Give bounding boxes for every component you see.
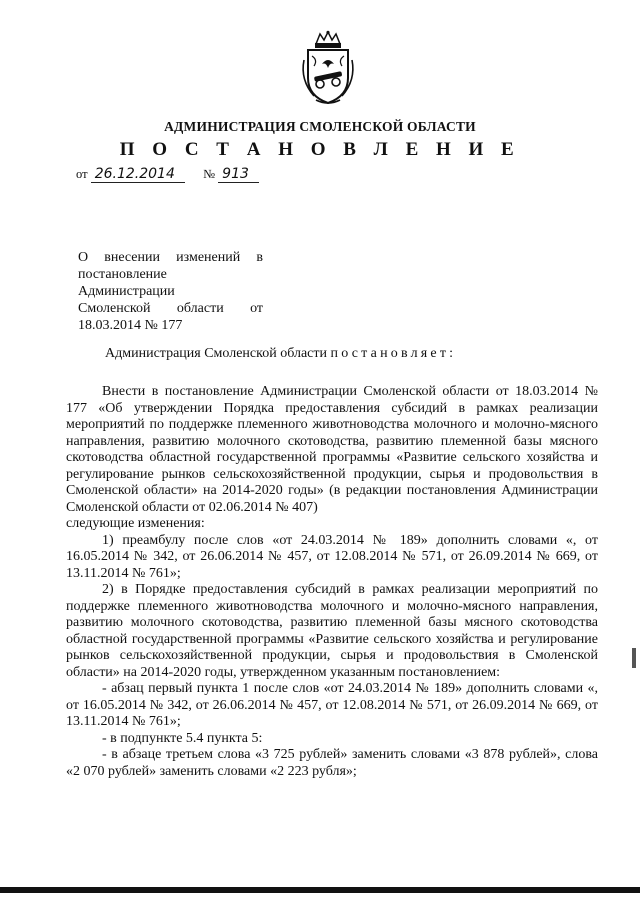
enacting-clause xyxy=(105,346,456,362)
date-number-line xyxy=(76,166,259,183)
subject-line: О внесении изменений в xyxy=(78,250,263,265)
body-paragraph: следующие изменения: xyxy=(66,516,205,531)
body-paragraph: 2) в Порядке предоставления субсидий в рамках реализации мероприятий по поддержке племенного животноводства молочного и молочно-мясного направления, развитию молочного скотоводства, развитию племенной базы мясного скотоводства областной государственной программы «Развитие сельского хозяйства и регулирование рынков сельскохозяйственной продукции, сырья и продовольствия в Смоленской области» на 2014-2020 годы, утвержденном указанным постановлением: xyxy=(66,582,598,680)
handwritten-date: 26.12.2014 xyxy=(91,166,185,183)
subject-line: Смоленской области от xyxy=(78,301,263,316)
date-prefix-label: от xyxy=(76,167,88,181)
body-paragraph: - абзац первый пункта 1 после слов «от 24.03.2014 № 189» дополнить словами «, от 16.05.2014 № 342, от 26.06.2014 № 457, от 12.08.2014 № 571, от 26.09.2014 № 669, от 13.11.2014 № 761»; xyxy=(66,681,598,729)
handwritten-number: 913 xyxy=(218,166,259,183)
document-type-title: П О С Т А Н О В Л Е Н И Е xyxy=(119,139,521,160)
scan-bottom-border xyxy=(0,887,640,893)
body-paragraph: - в подпункте 5.4 пункта 5: xyxy=(102,730,263,746)
enacting-clause-text: Администрация Смоленской области xyxy=(105,346,328,361)
scan-edge-mark xyxy=(632,648,636,668)
body-paragraph: 1) преамбулу после слов «от 24.03.2014 № 189» дополнить словами «, от 16.05.2014 № 342, от 26.06.2014 № 457, от 12.08.2014 № 571, от 26.09.2014 № 669, от 13.11.2014 № 761»; xyxy=(66,532,598,581)
body-paragraph: - в абзаце третьем слова «3 725 рублей» заменить словами «3 878 рублей», слова «2 070 рублей» заменить словами «2 223 рубля»; xyxy=(66,747,598,779)
subject-line: постановление Администрации xyxy=(78,267,175,299)
subject-line: 18.03.2014 № 177 xyxy=(78,318,183,333)
body-paragraph: Внести в постановление Администрации Смоленской области от 18.03.2014 № 177 «Об утверждении Порядка предоставления субсидий в рамках реализации мероприятий по поддержке племенного животноводства молочного и молочно-мясного направления, развитию молочного скотоводства, развитию племенной базы мясного скотоводства областной государственной программы «Развитие сельского хозяйства и регулирование рынков сельскохозяйственной продукции, сырья и продовольствия в Смоленской области» на 2014-2020 годы» (в редакции постановления Администрации Смоленской области от 02.06.2014 № 407) xyxy=(66,384,598,515)
number-label: № xyxy=(203,167,216,181)
organization-name: АДМИНИСТРАЦИЯ СМОЛЕНСКОЙ ОБЛАСТИ xyxy=(164,119,476,134)
coat-of-arms-emblem xyxy=(296,30,360,106)
enacting-clause-verb: постановляет: xyxy=(330,346,457,361)
subject-block xyxy=(78,249,263,334)
document-body xyxy=(66,384,598,780)
